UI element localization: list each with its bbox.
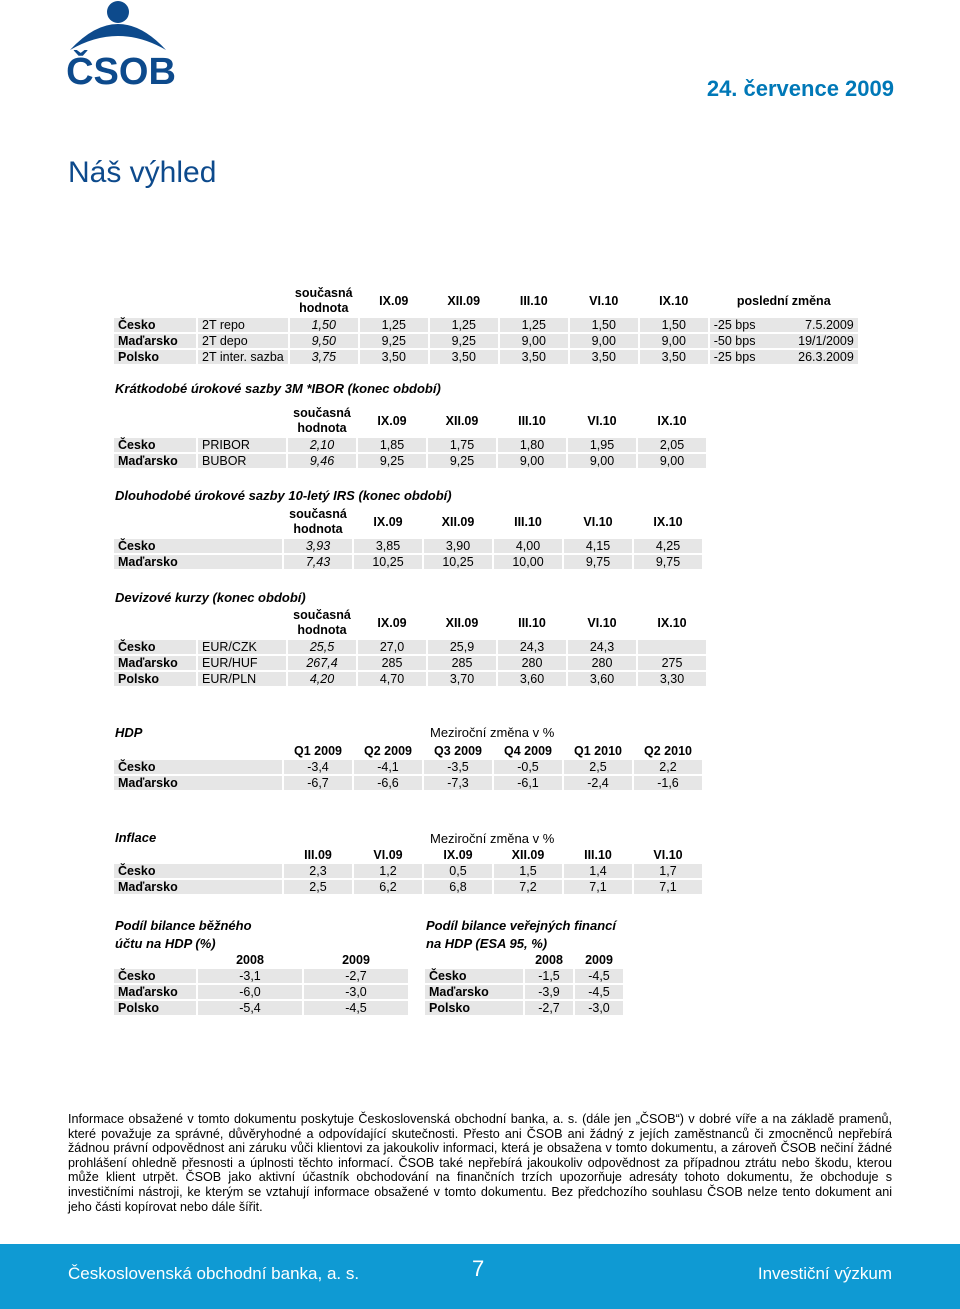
country-label: Polsko — [114, 672, 196, 686]
header-row — [114, 953, 408, 967]
forecast-value: 4,15 — [564, 539, 632, 553]
column-header: 2009 — [585, 953, 613, 967]
forecast-value: 1,25 — [360, 318, 428, 332]
value-cell: 7,2 — [494, 880, 562, 894]
value-cell: -1,5 — [525, 969, 573, 983]
value-cell: -2,7 — [304, 969, 408, 983]
forecast-value: 1,50 — [640, 318, 708, 332]
value-cell: -5,4 — [198, 1001, 302, 1015]
forecast-value: 3,50 — [430, 350, 498, 364]
change-date: 26.3.2009 — [798, 350, 854, 364]
column-header: Q1 2009 — [294, 744, 342, 758]
country-label: Česko — [114, 438, 196, 452]
forecast-value: 3,50 — [500, 350, 568, 364]
column-header: IX.09 — [379, 294, 409, 308]
header-row — [114, 608, 706, 638]
column-header: VI.10 — [587, 616, 617, 630]
change-date: 19/1/2009 — [798, 334, 854, 348]
table-row — [114, 1001, 408, 1015]
footer-department: Investiční výzkum — [757, 1264, 892, 1283]
forecast-value: 9,00 — [498, 454, 566, 468]
header-row — [114, 744, 702, 758]
forecast-value: 280 — [498, 656, 566, 670]
forecast-value: 9,00 — [500, 334, 568, 348]
table-row — [114, 318, 858, 332]
value-cell: -4,1 — [354, 760, 422, 774]
column-header: III.10 — [514, 515, 542, 529]
table-row — [114, 539, 702, 553]
column-header: Q3 2009 — [434, 744, 482, 758]
country-label: Česko — [114, 318, 196, 332]
column-header: VI.09 — [373, 848, 403, 862]
forecast-value: 3,70 — [428, 672, 496, 686]
country-label: Maďarsko — [114, 985, 196, 999]
column-header: III.10 — [584, 848, 612, 862]
table-row — [114, 334, 858, 348]
table-cell — [198, 406, 286, 436]
column-header: XII.09 — [447, 294, 481, 308]
value-cell: -6,7 — [284, 776, 352, 790]
column-header: IX.09 — [443, 848, 473, 862]
forecast-value: 1,95 — [568, 438, 636, 452]
table-row — [114, 969, 408, 983]
column-header: IX.10 — [657, 414, 687, 428]
current-value: 2,10 — [288, 438, 356, 452]
forecast-value: 4,25 — [634, 539, 702, 553]
forecast-value: 3,85 — [354, 539, 422, 553]
current-value: 9,50 — [290, 334, 358, 348]
forecast-value: 24,3 — [498, 640, 566, 654]
forecast-value: 1,75 — [428, 438, 496, 452]
column-header: XII.09 — [445, 414, 479, 428]
value-cell: -4,5 — [575, 985, 623, 999]
table-row — [114, 760, 702, 774]
current-value: 3,75 — [290, 350, 358, 364]
country-label: Polsko — [425, 1001, 523, 1015]
rate-label: PRIBOR — [198, 438, 286, 452]
value-cell: 1,5 — [494, 864, 562, 878]
column-header: současná hodnota — [294, 286, 353, 315]
public-finance-table — [423, 951, 625, 1017]
table-row — [114, 350, 858, 364]
table-row — [114, 672, 706, 686]
column-header: Q1 2010 — [574, 744, 622, 758]
value-cell: -1,6 — [634, 776, 702, 790]
column-header: 2009 — [342, 953, 370, 967]
value-cell: 0,5 — [424, 864, 492, 878]
forecast-value: 3,50 — [360, 350, 428, 364]
column-header: III.10 — [518, 414, 546, 428]
column-header: VI.10 — [589, 294, 619, 308]
value-cell: 2,2 — [634, 760, 702, 774]
table-row — [425, 969, 623, 983]
value-cell: -3,9 — [525, 985, 573, 999]
value-cell: -3,0 — [304, 985, 408, 999]
value-cell: 2,5 — [564, 760, 632, 774]
column-header: XII.09 — [441, 515, 475, 529]
header-row — [114, 286, 858, 316]
pf-title-line1: Podíl bilance veřejných financí — [426, 918, 617, 933]
table-row — [114, 555, 702, 569]
value-cell: -4,5 — [575, 969, 623, 983]
rate-label: 2T repo — [198, 318, 288, 332]
forecast-value: 9,00 — [570, 334, 638, 348]
column-header: Q4 2009 — [504, 744, 552, 758]
current-value: 7,43 — [284, 555, 352, 569]
country-label: Maďarsko — [114, 880, 282, 894]
value-cell: -7,3 — [424, 776, 492, 790]
table-cell — [114, 406, 196, 436]
table-cell — [425, 953, 523, 967]
current-value: 25,5 — [288, 640, 356, 654]
header-row — [425, 953, 623, 967]
forecast-value: 10,25 — [354, 555, 422, 569]
forecast-value: 9,75 — [634, 555, 702, 569]
fx-table — [112, 606, 708, 688]
country-label: Maďarsko — [425, 985, 523, 999]
current-value: 267,4 — [288, 656, 356, 670]
column-header: současná hodnota — [293, 608, 351, 637]
change-amount: -25 bps — [713, 350, 756, 364]
forecast-value: 3,60 — [498, 672, 566, 686]
country-label: Česko — [114, 864, 282, 878]
forecast-value: 2,05 — [638, 438, 706, 452]
forecast-value: 1,25 — [430, 318, 498, 332]
value-cell: 6,2 — [354, 880, 422, 894]
value-cell: -2,7 — [525, 1001, 573, 1015]
change-amount: -25 bps — [713, 318, 756, 332]
rate-label: 2T depo — [198, 334, 288, 348]
value-cell: 2,3 — [284, 864, 352, 878]
rate-label: EUR/HUF — [198, 656, 286, 670]
forecast-value: 3,50 — [640, 350, 708, 364]
column-header: poslední změna — [736, 294, 831, 308]
table-row — [114, 656, 706, 670]
value-cell: -6,1 — [494, 776, 562, 790]
forecast-value: 3,50 — [570, 350, 638, 364]
forecast-value — [638, 640, 706, 654]
table-cell — [114, 608, 196, 638]
irs-title: Dlouhodobé úrokové sazby 10-letý IRS (konec období) — [115, 488, 452, 503]
forecast-value: 24,3 — [568, 640, 636, 654]
column-header: VI.10 — [587, 414, 617, 428]
forecast-value: 9,00 — [638, 454, 706, 468]
table-cell — [114, 953, 196, 967]
last-change — [710, 334, 858, 348]
hdp-title: HDP — [115, 725, 143, 740]
rate-label: BUBOR — [198, 454, 286, 468]
disclaimer: Informace obsažené v tomto dokumentu poskytuje Československá obchodní banka, a. s. (dále jen „ČSOB“) v dobré víře a na základě pramenů, které považuje za správné, důvěryhodné a odpovídající skutečnosti. Přesto ani ČSOB ani žádný z jejích zaměstnanců či zmocněnců nepřebírá žádnou právní odpovědnost ani záruku vůči klientovi za jakoukoliv informaci, která je obsažena v tomto dokumentu, a zároveň ČSOB nečiní žádné prohlášení ohledně přesnosti a úplnosti těchto informací. ČSOB také nepřebírá jakoukoliv odpovědnost za případnou ztrátu nebo škodu, kterou může klient utrpět. ČSOB jako aktivní účastník obchodování na finančních trzích upozorňuje adresáty tohoto dokumentu, že obchoduje s investičními nástroji, ke kterým se vztahují informace obsažené v tomto dokumentu. Bez předchozího souhlasu ČSOB nelze tento dokument ani jeho části kopírovat nebo dále šířit. — [68, 1112, 892, 1214]
table-row — [114, 438, 706, 452]
logo-text: ČSOB — [66, 51, 176, 90]
table-cell — [114, 744, 282, 758]
value-cell: -6,0 — [198, 985, 302, 999]
column-header: současná hodnota — [293, 406, 351, 435]
rate-label: 2T inter. sazba — [198, 350, 288, 364]
current-value: 4,20 — [288, 672, 356, 686]
rate-label: EUR/CZK — [198, 640, 286, 654]
forecast-value: 1,50 — [570, 318, 638, 332]
value-cell: 2,5 — [284, 880, 352, 894]
pf-title-line2: na HDP (ESA 95, %) — [426, 936, 548, 951]
table-cell — [198, 286, 288, 316]
column-header: III.10 — [519, 294, 548, 308]
column-header: XII.09 — [445, 616, 479, 630]
table-row — [114, 776, 702, 790]
fx-title: Devizové kurzy (konec období) — [115, 590, 306, 605]
current-value: 9,46 — [288, 454, 356, 468]
value-cell: 1,4 — [564, 864, 632, 878]
forecast-value: 27,0 — [358, 640, 426, 654]
hdp-caption: Meziroční změna v % — [430, 725, 555, 740]
column-header: VI.10 — [653, 848, 683, 862]
ca-title-line1: Podíl bilance běžného — [115, 918, 252, 933]
table-cell — [198, 608, 286, 638]
last-change — [710, 350, 858, 364]
inflation-caption: Meziroční změna v % — [430, 831, 555, 846]
current-value: 3,93 — [284, 539, 352, 553]
page-title: Náš výhled — [68, 156, 217, 189]
current-account-table — [112, 951, 410, 1017]
column-header: IX.10 — [659, 294, 689, 308]
country-label: Česko — [114, 969, 196, 983]
forecast-value: 3,30 — [638, 672, 706, 686]
country-label: Polsko — [114, 350, 196, 364]
value-cell: 1,2 — [354, 864, 422, 878]
country-label: Maďarsko — [114, 776, 282, 790]
forecast-value: 285 — [358, 656, 426, 670]
table-row — [114, 864, 702, 878]
column-header: IX.10 — [657, 616, 687, 630]
column-header: současná hodnota — [289, 507, 347, 536]
table-row — [114, 454, 706, 468]
footer-page-number: 7 — [472, 1256, 485, 1281]
header-row — [114, 507, 702, 537]
forecast-value: 4,70 — [358, 672, 426, 686]
column-header: Q2 2010 — [644, 744, 692, 758]
column-header: Q2 2009 — [364, 744, 412, 758]
value-cell: -6,6 — [354, 776, 422, 790]
change-date: 7.5.2009 — [805, 318, 854, 332]
country-label: Česko — [114, 760, 282, 774]
forecast-value: 10,25 — [424, 555, 492, 569]
forecast-value: 9,75 — [564, 555, 632, 569]
forecast-value: 1,80 — [498, 438, 566, 452]
change-amount: -50 bps — [713, 334, 756, 348]
table-row — [114, 640, 706, 654]
column-header: 2008 — [535, 953, 563, 967]
country-label: Maďarsko — [114, 555, 282, 569]
forecast-value: 9,25 — [358, 454, 426, 468]
column-header: IX.09 — [377, 616, 407, 630]
forecast-value: 9,25 — [360, 334, 428, 348]
value-cell: -3,4 — [284, 760, 352, 774]
value-cell: 6,8 — [424, 880, 492, 894]
column-header: VI.10 — [583, 515, 613, 529]
country-label: Česko — [114, 539, 282, 553]
forecast-value: 285 — [428, 656, 496, 670]
policy-rate-table — [112, 284, 860, 366]
table-cell — [114, 286, 196, 316]
country-label: Polsko — [114, 1001, 196, 1015]
forecast-value: 10,00 — [494, 555, 562, 569]
table-row — [114, 880, 702, 894]
ibor-title: Krátkodobé úrokové sazby 3M *IBOR (konec období) — [115, 381, 441, 396]
column-header: IX.09 — [377, 414, 407, 428]
forecast-value: 4,00 — [494, 539, 562, 553]
country-label: Česko — [114, 640, 196, 654]
column-header: 2008 — [236, 953, 264, 967]
forecast-value: 9,00 — [640, 334, 708, 348]
ibor-table — [112, 404, 708, 470]
forecast-value: 1,85 — [358, 438, 426, 452]
forecast-value: 25,9 — [428, 640, 496, 654]
forecast-value: 275 — [638, 656, 706, 670]
value-cell: 7,1 — [564, 880, 632, 894]
forecast-value: 280 — [568, 656, 636, 670]
country-label: Maďarsko — [114, 656, 196, 670]
forecast-value: 1,25 — [500, 318, 568, 332]
table-row — [425, 985, 623, 999]
value-cell: -3,5 — [424, 760, 492, 774]
value-cell: -0,5 — [494, 760, 562, 774]
csob-logo — [66, 0, 176, 90]
header-row — [114, 848, 702, 862]
current-value: 1,50 — [290, 318, 358, 332]
forecast-value: 9,25 — [428, 454, 496, 468]
column-header: III.09 — [304, 848, 332, 862]
value-cell: 1,7 — [634, 864, 702, 878]
last-change — [710, 318, 858, 332]
forecast-value: 3,60 — [568, 672, 636, 686]
value-cell: -3,0 — [575, 1001, 623, 1015]
value-cell: 7,1 — [634, 880, 702, 894]
table-row — [114, 985, 408, 999]
irs-table — [112, 505, 704, 571]
country-label: Česko — [425, 969, 523, 983]
country-label: Maďarsko — [114, 334, 196, 348]
value-cell: -2,4 — [564, 776, 632, 790]
forecast-value: 9,25 — [430, 334, 498, 348]
inflation-title: Inflace — [115, 830, 157, 845]
inflation-table — [112, 846, 704, 896]
value-cell: -3,1 — [198, 969, 302, 983]
table-cell — [114, 848, 282, 862]
table-row — [425, 1001, 623, 1015]
forecast-value: 3,90 — [424, 539, 492, 553]
column-header: XII.09 — [511, 848, 545, 862]
column-header: IX.09 — [373, 515, 403, 529]
hdp-table — [112, 742, 704, 792]
report-date: 24. července 2009 — [706, 76, 894, 101]
header-row — [114, 406, 706, 436]
country-label: Maďarsko — [114, 454, 196, 468]
ca-title-line2: účtu na HDP (%) — [115, 936, 216, 951]
table-cell — [114, 507, 282, 537]
footer-bank-name: Československá obchodní banka, a. s. — [68, 1264, 360, 1283]
forecast-value: 9,00 — [568, 454, 636, 468]
column-header: IX.10 — [653, 515, 683, 529]
rate-label: EUR/PLN — [198, 672, 286, 686]
value-cell: -4,5 — [304, 1001, 408, 1015]
column-header: III.10 — [518, 616, 546, 630]
